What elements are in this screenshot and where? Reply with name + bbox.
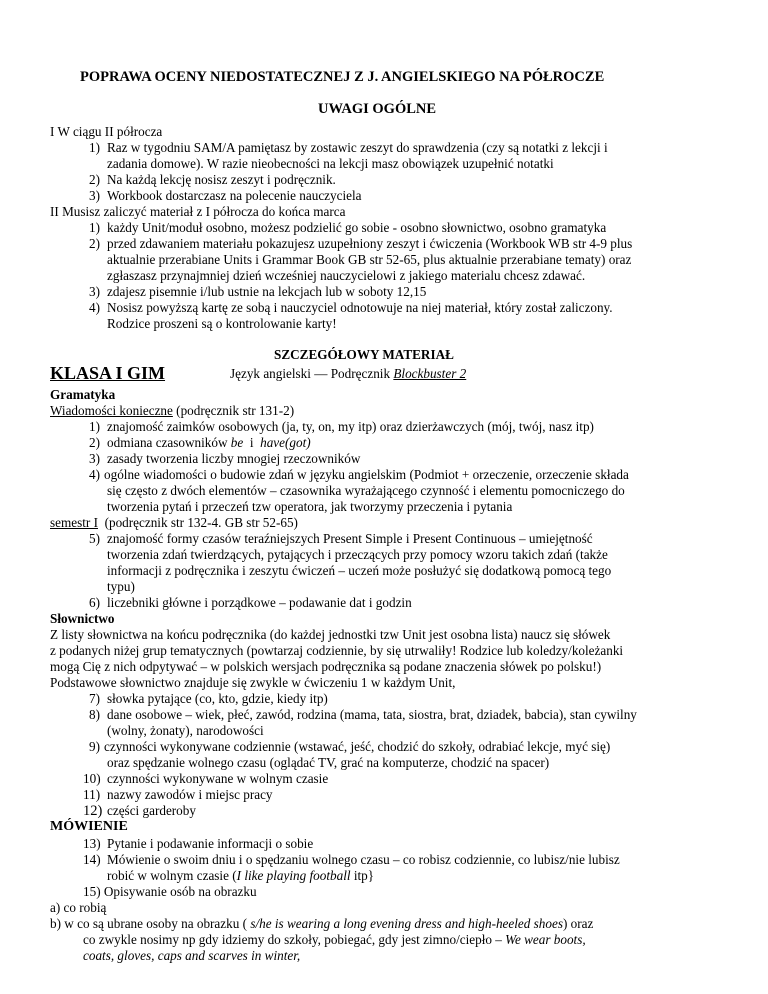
m-item-b-l2-pre: co zwykle nosimy np gdy idziemy do szkoły, pobiegać, gdy jest zimno/ciepło –	[83, 932, 506, 947]
m-item-15: 15) Opisywanie osób na obrazku	[83, 884, 257, 899]
g-item-5-num: 5)	[89, 531, 100, 546]
course-prefix: Język angielski — Podręcznik	[230, 366, 394, 381]
section-2-label: II Musisz zaliczyć materiał z I półrocza do końca marca	[50, 204, 346, 219]
course-book: Blockbuster 2	[393, 366, 467, 381]
g-item-4-num: 4)	[89, 467, 100, 482]
g-item-4-line-2: się często z dwóch elementów – czasownika wyrażającego czynność i elementu pomocniczego do	[107, 483, 625, 498]
slownictwo-heading: Słownictwo	[50, 611, 115, 626]
m-item-b-line-2	[83, 932, 586, 948]
s2-item-1-num: 1)	[89, 220, 100, 235]
m-item-b-example: s/he is wearing a long evening dress and high-heeled shoes	[250, 916, 563, 931]
s-item-12-num: 12)	[83, 803, 103, 819]
m-item-14-example: I like playing football	[236, 868, 351, 883]
m-item-13-num: 13)	[83, 836, 101, 851]
s2-item-2-line-2: aktualnie przerabiane Units i Grammar Book GB str 52-65, plus aktualnie przerabiane tematy) oraz	[107, 252, 632, 267]
s2-item-2-line-1: przed zdawaniem materiału pokazujesz uzupełniony zeszyt i ćwiczenia (Workbook WB str 4-9 plus	[107, 236, 633, 251]
m-item-b-pre: b) w co są ubrane osoby na obrazku (	[50, 916, 251, 931]
g-item-6-num: 6)	[89, 595, 100, 610]
slownictwo-intro-2: z podanych niżej grup tematycznych (powtarzaj codziennie, by się utrwaliły! Rodzice lub koledzy/koleżanki	[50, 643, 624, 658]
g-item-4-line-3: tworzenia pytań i przeczeń tzw operatora, jak tworzymy przeczenia i pytania	[107, 499, 513, 514]
s1-item-1-line-2: zadania domowe). W razie nieobecności na lekcji masz obowiązek uzupełnić notatki	[107, 156, 554, 171]
g-item-5-line-1: znajomość formy czasów teraźniejszych Present Simple i Present Continuous – umiejętność	[107, 531, 593, 546]
g-item-5-line-3: informacji z podręcznika i zeszytu ćwiczeń – uczeń może posłużyć się dodatkową pomocą tego	[107, 563, 612, 578]
m-item-14-post: itp}	[350, 868, 375, 883]
course-line	[230, 366, 466, 382]
g-item-3-num: 3)	[89, 451, 100, 466]
s-item-7-num: 7)	[89, 691, 100, 706]
uwagi-heading: UWAGI OGÓLNE	[318, 101, 437, 117]
g-item-5-line-2: tworzenia zdań twierdzących, pytających i przeczących przy pomocy wzoru takich zdań (także	[107, 547, 608, 562]
s1-item-2-num: 2)	[89, 172, 100, 187]
m-item-14-num: 14)	[83, 852, 101, 867]
klasa-heading: KLASA I GIM	[50, 363, 166, 383]
s1-item-3-num: 3)	[89, 188, 100, 203]
s2-item-4-line-2: Rodzice proszeni są o kontrolowanie karty!	[107, 316, 337, 331]
gramatyka-heading: Gramatyka	[50, 387, 116, 402]
g-item-6-text: liczebniki główne i porządkowe – podawanie dat i godzin	[107, 595, 412, 610]
s-item-8-line-1: dane osobowe – wiek, płeć, zawód, rodzina (mama, tata, siostra, brat, dziadek, babcia), stan cywilny	[107, 707, 637, 722]
s1-item-1-num: 1)	[89, 140, 100, 155]
semestr-rest: (podręcznik str 132-4. GB str 52-65)	[97, 515, 298, 530]
s-item-7-text: słowka pytające (co, kto, gdzie, kiedy itp)	[107, 691, 328, 706]
m-item-14-pre: robić w wolnym czasie (	[107, 868, 237, 883]
wiadomosci-line	[50, 403, 294, 419]
m-item-14-line-2	[107, 868, 374, 884]
g-item-4-line-1: ogólne wiadomości o budowie zdań w języku angielskim (Podmiot + orzeczenie, orzeczenie składa	[104, 467, 629, 482]
semestr-label: semestr I	[50, 515, 98, 530]
s2-item-3-num: 3)	[89, 284, 100, 299]
g-item-3-text: zasady tworzenia liczby mnogiej rzeczowników	[107, 451, 361, 466]
m-item-a: a) co robią	[50, 900, 107, 915]
g-item-2-text	[107, 435, 311, 451]
mowienie-heading: MÓWIENIE	[50, 819, 128, 834]
m-item-b-post: ) oraz	[562, 916, 594, 931]
slownictwo-intro-3: mogą Cię z nich odpytywać – w polskich wersjach podręcznika są podane znaczenia słówek po polsku!)	[50, 659, 602, 674]
m-item-b-l3-example: coats, gloves, caps and scarves in winter,	[83, 948, 301, 963]
m-item-14-line-1: Mówienie o swoim dniu i o spędzaniu wolnego czasu – co robisz codziennie, co lubisz/nie lubisz	[107, 852, 620, 867]
s-item-8-num: 8)	[89, 707, 100, 722]
s2-item-4-line-1: Nosisz powyższą kartę ze sobą i nauczyciel odnotowuje na niej materiał, który został zaliczony.	[107, 300, 613, 315]
s-item-11-num: 11)	[83, 787, 101, 802]
s2-item-4-num: 4)	[89, 300, 100, 315]
m-item-b-line-3	[83, 948, 300, 964]
s1-item-1-line-1: Raz w tygodniu SAM/A pamiętasz by zostawic zeszyt do sprawdzenia (czy są notatki z lekcji i	[107, 140, 608, 155]
s-item-8-line-2: (wolny, żonaty), narodowości	[107, 723, 264, 738]
wiadomosci-rest: (podręcznik str 131-2)	[172, 403, 295, 418]
s-item-11-text: nazwy zawodów i miejsc pracy	[107, 787, 273, 802]
s2-item-1-line-1: każdy Unit/moduł osobno, możesz podzielić go sobie - osobno słownictwo, osobno gramatyka	[107, 220, 607, 235]
s-item-9-line-1: czynności wykonywane codziennie (wstawać, jeść, chodzić do szkoły, odrabiać lekcje, myć się)	[104, 739, 611, 754]
g-item-5-line-4: typu)	[107, 579, 135, 594]
g-item-1-num: 1)	[89, 419, 100, 434]
s-item-12-text: części garderoby	[107, 803, 196, 818]
slownictwo-intro-4: Podstawowe słownictwo znajduje się zwykle w ćwiczeniu 1 w każdym Unit,	[50, 675, 456, 690]
m-item-b-l2-example: We wear boots,	[505, 932, 586, 947]
m-item-13-text: Pytanie i podawanie informacji o sobie	[107, 836, 314, 851]
g-item-2-be: be	[230, 435, 244, 450]
section-1-label: I W ciągu II półrocza	[50, 124, 163, 139]
s2-item-2-line-3: zgłaszasz przynajmniej dzień wcześniej nauczycielowi z jakiego materialu chcesz zdawać.	[107, 268, 586, 283]
s2-item-2-num: 2)	[89, 236, 100, 251]
s1-item-3-line-1: Workbook dostarczasz na polecenie nauczyciela	[107, 188, 362, 203]
s-item-9-line-2: oraz spędzanie wolnego czasu (oglądać TV, grać na komputerze, chodzić na spacer)	[107, 755, 550, 770]
s1-item-2-line-1: Na każdą lekcję nosisz zeszyt i podręcznik.	[107, 172, 336, 187]
s-item-10-text: czynności wykonywane w wolnym czasie	[107, 771, 329, 786]
m-item-b-line-1	[50, 916, 593, 932]
semestr-line	[50, 515, 298, 531]
document-title: POPRAWA OCENY NIEDOSTATECZNEJ Z J. ANGIELSKIEGO NA PÓŁROCZE	[80, 69, 605, 85]
g-item-1-text: znajomość zaimków osobowych (ja, ty, on, my itp) oraz dzierżawczych (mój, twój, nasz itp)	[107, 419, 594, 434]
slownictwo-intro-1: Z listy słownictwa na końcu podręcznika (do każdej jednostki tzw Unit jest osobna lista) naucz się słówek	[50, 627, 611, 642]
s-item-9-num: 9)	[89, 739, 100, 754]
s2-item-3-line-1: zdajesz pisemnie i/lub ustnie na lekcjach lub w soboty 12,15	[107, 284, 427, 299]
szczegolowy-heading: SZCZEGÓŁOWY MATERIAŁ	[274, 347, 454, 362]
wiadomosci-label: Wiadomości konieczne	[50, 403, 173, 418]
g-item-2-pre: odmiana czasowników	[107, 435, 231, 450]
s-item-10-num: 10)	[83, 771, 101, 786]
g-item-2-mid: i	[243, 435, 261, 450]
g-item-2-have: have(got)	[260, 435, 311, 450]
g-item-2-num: 2)	[89, 435, 100, 450]
